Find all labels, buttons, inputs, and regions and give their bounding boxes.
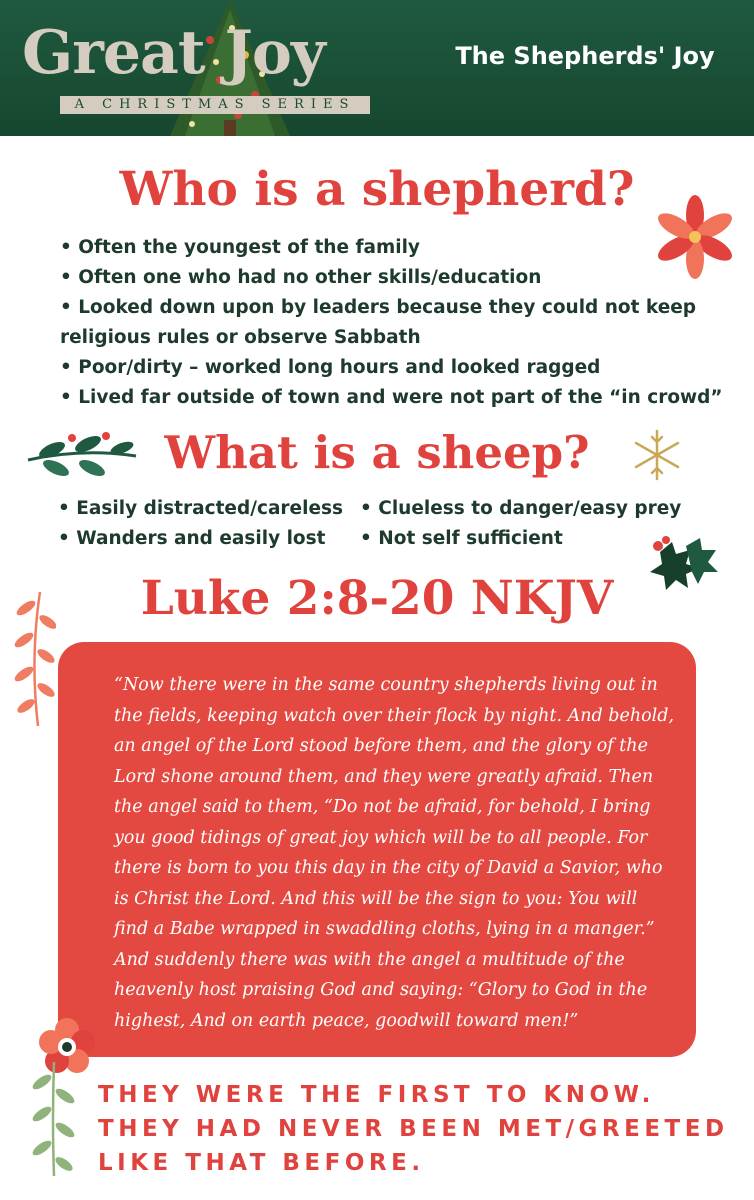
shepherd-list [60, 233, 730, 413]
scripture-text: “Now there were in the same country shepherds living out in the fields, keeping watch over their flock by night. And behold, an angel of the Lord stood before them, and the glory of the Lord shone around them, and they were greatly afraid. Then the angel said to them, “Do not be afraid, for behold, I bring you good tidings of great joy which will be to all people. For there is born to you this day in the city of David a Savior, who is Christ the Lord. And this will be the sign to you: You will find a Babe wrapped in swaddling cloths, lying in a manger.” And suddenly there was with the angel a multitude of the heavenly host praising God and saying: “Glory to God in the highest, And on earth peace, goodwill toward men!” [114, 675, 675, 1031]
shepherd-heading: Who is a shepherd? [119, 162, 635, 217]
sheep-list-left [58, 494, 358, 554]
list-item: • Easily distracted/careless [58, 494, 358, 524]
logo-subtitle: A CHRISTMAS SERIES [60, 96, 370, 114]
leaf-sprig-icon [30, 1060, 76, 1178]
closing-statement: THEY WERE THE FIRST TO KNOW. THEY HAD NEVER BEEN MET/GREETED LIKE THAT BEFORE. [98, 1082, 729, 1176]
list-item: • Poor/dirty – worked long hours and looked ragged [60, 353, 730, 383]
list-item: • Not self sufficient [360, 524, 700, 554]
sermon-title: The Shepherds' Joy [455, 42, 715, 70]
list-item: • Lived far outside of town and were not part of the “in crowd” [60, 383, 730, 413]
list-item: • Wanders and easily lost [58, 524, 358, 554]
list-item: • Clueless to danger/easy prey [360, 494, 700, 524]
scripture-box [58, 642, 696, 1057]
list-item: • Often the youngest of the family [60, 233, 730, 263]
sheep-heading: What is a sheep? [164, 426, 590, 479]
list-item: • Often one who had no other skills/education [60, 263, 730, 293]
snowflake-icon [630, 428, 684, 482]
scripture-reference: Luke 2:8-20 NKJV [140, 571, 614, 626]
logo-title: Great Joy [22, 18, 325, 88]
list-item: • Looked down upon by leaders because they could not keep religious rules or observe Sabbath [60, 293, 730, 353]
series-logo [22, 18, 402, 112]
header-banner [0, 0, 754, 136]
